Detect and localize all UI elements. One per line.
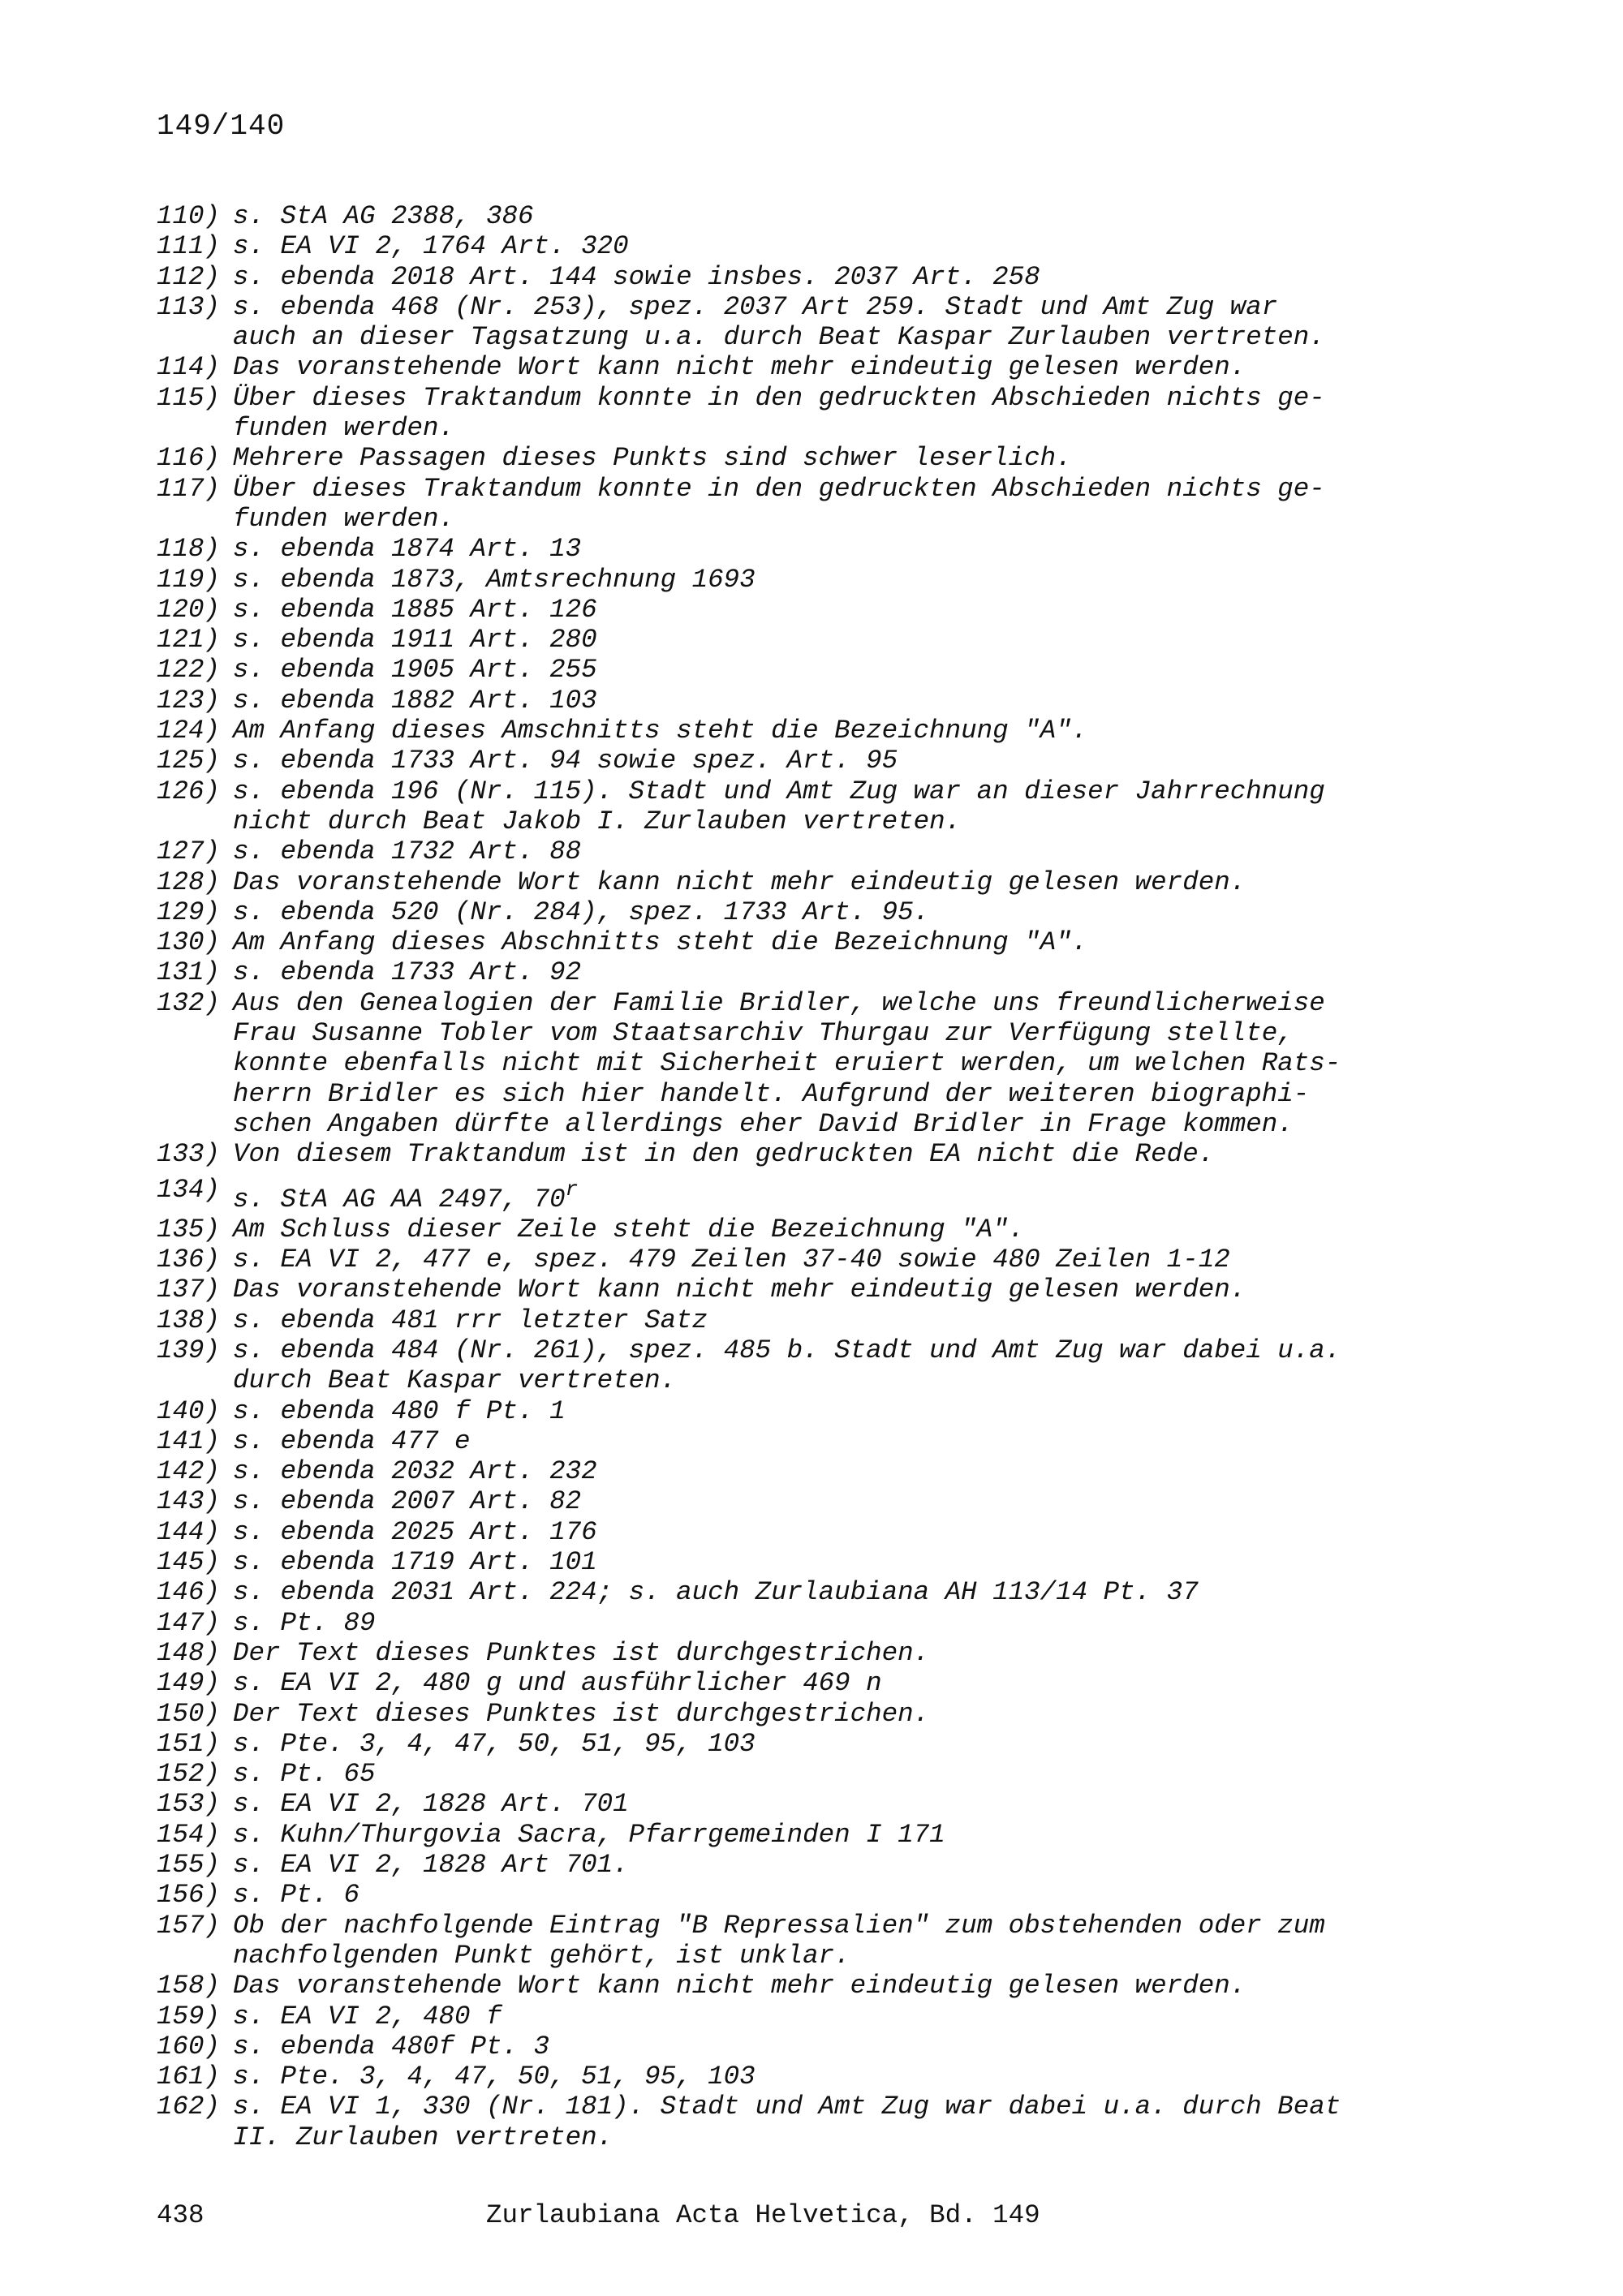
footnote (157, 1577, 1423, 1607)
footnote (157, 625, 1423, 655)
footnote-number: 147) (157, 1607, 221, 1638)
footnote-line (233, 1486, 1423, 1516)
footnote-line (233, 201, 1423, 231)
footnote-text (233, 2092, 1423, 2152)
footnote-number: 115) (157, 382, 221, 413)
footnote-number: 160) (157, 2031, 221, 2062)
footnote-text (233, 1577, 1423, 1607)
footnote-line-text: funden werden. (233, 503, 455, 534)
series-title: Zurlaubiana Acta Helvetica, Bd. 149 (486, 2200, 1040, 2230)
footnote-line (233, 1305, 1423, 1335)
footnote-line-text: s. EA VI 2, 1828 Art 701. (233, 1850, 629, 1881)
footnote-line-text: s. EA VI 1, 330 (Nr. 181). Stadt und Amt Zug war dabei u.a. durch Beat (233, 2092, 1341, 2122)
footnote-line (233, 1638, 1423, 1668)
footnote-text (233, 1850, 1423, 1880)
footnote (157, 262, 1423, 292)
footnote-number: 119) (157, 564, 221, 595)
footnote (157, 836, 1423, 866)
footnote-text (233, 1215, 1423, 1245)
footnote-line-text: s. ebenda 1873, Amtsrechnung 1693 (233, 564, 756, 595)
footnote-line (233, 352, 1423, 382)
footnote (157, 716, 1423, 746)
footnote-line (233, 1820, 1423, 1850)
footnote-number: 144) (157, 1516, 221, 1547)
footnote (157, 2032, 1423, 2062)
footnote-text (233, 1668, 1423, 1698)
footnote-number: 130) (157, 927, 221, 958)
footnote-line-text: nachfolgenden Punkt gehört, ist unklar. (233, 1940, 850, 1971)
footnote-line-text: s. Pt. 89 (233, 1607, 376, 1638)
footnote (157, 1880, 1423, 1910)
footnote-number: 142) (157, 1456, 221, 1487)
footnote-line-text: konnte ebenfalls nicht mit Sicherheit eruiert werden, um welchen Rats- (233, 1048, 1341, 1079)
footnote-line (233, 957, 1423, 987)
footnote-number: 131) (157, 957, 221, 988)
footnote-line (233, 1759, 1423, 1789)
footnote-text (233, 1517, 1423, 1547)
footnote-text (233, 595, 1423, 625)
footnote-line-text: s. Pt. 6 (233, 1880, 360, 1911)
footnote-line-text: s. ebenda 1911 Art. 280 (233, 625, 597, 656)
footnote-line-text: s. ebenda 481 rrr letzter Satz (233, 1305, 708, 1335)
footnote-line (233, 836, 1423, 866)
footnote-line-text: s. ebenda 1874 Art. 13 (233, 534, 582, 565)
footnote-line (233, 1608, 1423, 1638)
footnote-line-text: s. ebenda 2007 Art. 82 (233, 1486, 582, 1517)
footnote-line (233, 1547, 1423, 1577)
footnote-text (233, 746, 1423, 776)
footnote (157, 1820, 1423, 1850)
footnote-text (233, 443, 1423, 473)
footnote-line-text: s. ebenda 477 e (233, 1425, 471, 1456)
footnote-line-text: s. StA AG 2388, 386 (233, 201, 534, 231)
footnote-number: 151) (157, 1728, 221, 1759)
footnote (157, 443, 1423, 473)
footnote-line (233, 413, 1423, 443)
footnote (157, 1608, 1423, 1638)
footnote (157, 686, 1423, 716)
footnote (157, 1638, 1423, 1668)
footnote-line (233, 474, 1423, 504)
footnote-line-text: s. ebenda 1885 Art. 126 (233, 594, 597, 625)
footnote-number: 143) (157, 1486, 221, 1517)
footnote-line-text: s. ebenda 468 (Nr. 253), spez. 2037 Art 259. Stadt und Amt Zug war (233, 291, 1278, 322)
footnote-text (233, 231, 1423, 261)
footnote-line-text: s. ebenda 1732 Art. 88 (233, 836, 582, 867)
footnote (157, 1850, 1423, 1880)
footnote-text (233, 1305, 1423, 1335)
footnote-line (233, 322, 1423, 352)
footnote-line (233, 292, 1423, 322)
footnote-number: 135) (157, 1214, 221, 1245)
footnote-text (233, 1729, 1423, 1759)
footnote-line-text: herrn Bridler es sich hier handelt. Aufgrund der weiteren biographi- (233, 1078, 1310, 1109)
footnote-line-text: Am Anfang dieses Abschnitts steht die Bezeichnung "A". (233, 927, 1088, 958)
footnote-line-text: s. Kuhn/Thurgovia Sacra, Pfarrgemeinden I 171 (233, 1819, 945, 1850)
footnote-line (233, 1456, 1423, 1486)
footnote-line (233, 867, 1423, 897)
footnote-line (233, 1215, 1423, 1245)
footnote (157, 2062, 1423, 2092)
footnote-text (233, 686, 1423, 716)
footnote-line (233, 625, 1423, 655)
footnote-number: 155) (157, 1850, 221, 1881)
footnote-line-text: II. Zurlauben vertreten. (233, 2122, 613, 2152)
footnote-text (233, 2001, 1423, 2032)
footnote-text (233, 1139, 1423, 1169)
footnote-number: 116) (157, 443, 221, 474)
footnote (157, 1139, 1423, 1169)
footnote-number: 110) (157, 201, 221, 231)
footnote-text (233, 1486, 1423, 1516)
footnote-line-text: durch Beat Kaspar vertreten. (233, 1365, 677, 1396)
footnote-line-text: s. StA AG AA 2497, 70 (233, 1184, 566, 1215)
footnote-number: 152) (157, 1759, 221, 1790)
footnote-number: 129) (157, 896, 221, 927)
footnote-line (233, 1577, 1423, 1607)
footnote-line-text: s. EA VI 2, 1764 Art. 320 (233, 231, 629, 262)
footnote-number: 127) (157, 836, 221, 867)
footnote (157, 2092, 1423, 2152)
superscript: r (565, 1176, 579, 1202)
footnote-line-text: auch an dieser Tagsatzung u.a. durch Beat Kaspar Zurlauben vertreten. (233, 322, 1325, 353)
footnote-line (233, 1079, 1423, 1109)
footnote-line (233, 1109, 1423, 1139)
footnote-number: 125) (157, 746, 221, 776)
footnote (157, 867, 1423, 897)
footnote-line (233, 1396, 1423, 1426)
footnote-line-text: s. ebenda 2025 Art. 176 (233, 1516, 597, 1547)
footnote-number: 148) (157, 1637, 221, 1668)
footnote-text (233, 655, 1423, 685)
footnote-line (233, 2092, 1423, 2122)
footnote (157, 565, 1423, 595)
footnote-number: 128) (157, 866, 221, 897)
footnote (157, 927, 1423, 957)
footnote-number: 121) (157, 625, 221, 656)
footnote-line (233, 1365, 1423, 1395)
footnote-text (233, 1638, 1423, 1668)
footnote-number: 139) (157, 1335, 221, 1365)
footnote (157, 746, 1423, 776)
footnote-number: 146) (157, 1577, 221, 1608)
footnote-line (233, 504, 1423, 534)
footnote-number: 120) (157, 594, 221, 625)
footnote-line (233, 1335, 1423, 1365)
footnote-line (233, 1699, 1423, 1729)
footnote-line (233, 2122, 1423, 2152)
footnote-line (233, 565, 1423, 595)
footnote-number: 133) (157, 1139, 221, 1170)
footnote-number: 149) (157, 1668, 221, 1699)
footnote-line (233, 1018, 1423, 1048)
footnote (157, 1517, 1423, 1547)
footnote-number: 134) (157, 1174, 221, 1205)
footnote (157, 1699, 1423, 1729)
footnote-number: 113) (157, 291, 221, 322)
footnote-text (233, 776, 1423, 837)
footnote-number: 154) (157, 1819, 221, 1850)
footnote-line (233, 927, 1423, 957)
footnote-line (233, 1668, 1423, 1698)
footnote-text (233, 2062, 1423, 2092)
footnote-line (233, 776, 1423, 806)
footnote-text (233, 383, 1423, 444)
footnote-line (233, 1971, 1423, 2001)
footnote-text (233, 1911, 1423, 1971)
footnote-number: 112) (157, 261, 221, 292)
footnote-text (233, 867, 1423, 897)
footnote-line (233, 1789, 1423, 1819)
footnote-line (233, 534, 1423, 564)
footnote-line-text: Über dieses Traktandum konnte in den gedruckten Abschieden nichts ge- (233, 473, 1325, 504)
footnote-number: 114) (157, 352, 221, 383)
footnote (157, 1911, 1423, 1971)
footnote-text (233, 2032, 1423, 2062)
footnote (157, 1456, 1423, 1486)
footnote (157, 655, 1423, 685)
footnote (157, 1215, 1423, 1245)
footnote-number: 162) (157, 2092, 221, 2122)
footnote-line (233, 1850, 1423, 1880)
footnote-number: 136) (157, 1245, 221, 1275)
footnote-line-text: Der Text dieses Punktes ist durchgestrichen. (233, 1698, 930, 1729)
footnote-line (233, 1175, 1423, 1215)
footnote-line (233, 686, 1423, 716)
footnote-text (233, 988, 1423, 1139)
footnote-text (233, 1456, 1423, 1486)
footnote (157, 776, 1423, 837)
footnote-number: 123) (157, 685, 221, 716)
footnote-line-text: Über dieses Traktandum konnte in den gedruckten Abschieden nichts ge- (233, 382, 1325, 413)
footnote-line-text: Am Anfang dieses Amschnitts steht die Bezeichnung "A". (233, 716, 1088, 746)
footnote-text (233, 534, 1423, 564)
footnote-text (233, 1880, 1423, 1910)
footnote (157, 534, 1423, 564)
footnote-number: 140) (157, 1395, 221, 1426)
footnote-line-text: Der Text dieses Punktes ist durchgestrichen. (233, 1637, 930, 1668)
footnote-line-text: Aus den Genealogien der Familie Bridler, welche uns freundlicherweise (233, 987, 1325, 1018)
footnote-text (233, 1175, 1423, 1215)
footnote-line-text: schen Angaben dürfte allerdings eher David Bridler in Frage kommen. (233, 1108, 1294, 1139)
footnote-line-text: Von diesem Traktandum ist in den gedruckten EA nicht die Rede. (233, 1139, 1215, 1170)
footnote-text (233, 1275, 1423, 1305)
footnote-line-text: s. EA VI 2, 477 e, spez. 479 Zeilen 37-40 sowie 480 Zeilen 1-12 (233, 1245, 1230, 1275)
footnote-number: 122) (157, 655, 221, 686)
footnote-number: 137) (157, 1275, 221, 1305)
footnote-line-text: Das voranstehende Wort kann nicht mehr eindeutig gelesen werden. (233, 866, 1246, 897)
footnote-text (233, 927, 1423, 957)
footnotes-list (157, 201, 1423, 2152)
footnote-line-text: funden werden. (233, 413, 455, 444)
footnote (157, 1335, 1423, 1396)
footnote-line-text: Das voranstehende Wort kann nicht mehr eindeutig gelesen werden. (233, 352, 1246, 383)
footnote-number: 138) (157, 1305, 221, 1335)
footnote (157, 595, 1423, 625)
footnote-number: 132) (157, 987, 221, 1018)
footnote-number: 141) (157, 1425, 221, 1456)
footnote (157, 1486, 1423, 1516)
footnote-line-text: s. ebenda 484 (Nr. 261), spez. 485 b. Stadt und Amt Zug war dabei u.a. (233, 1335, 1341, 1365)
footnote (157, 383, 1423, 444)
footnote-line-text: Das voranstehende Wort kann nicht mehr eindeutig gelesen werden. (233, 1971, 1246, 2001)
footnote-line (233, 443, 1423, 473)
footnote-text (233, 201, 1423, 231)
footnote-text (233, 1245, 1423, 1275)
footnote-line (233, 1880, 1423, 1910)
footnote-text (233, 1396, 1423, 1426)
footnote-line (233, 1729, 1423, 1759)
footnote (157, 897, 1423, 927)
footnote-line-text: s. ebenda 480 f Pt. 1 (233, 1395, 566, 1426)
footnote-line (233, 595, 1423, 625)
footnote (157, 1175, 1423, 1215)
footnote-text (233, 625, 1423, 655)
footnote-number: 126) (157, 776, 221, 806)
footnote-text (233, 1789, 1423, 1819)
footnote-number: 117) (157, 473, 221, 504)
footnote (157, 1971, 1423, 2001)
footnote-text (233, 1547, 1423, 1577)
footnote (157, 292, 1423, 353)
footnote-line (233, 1275, 1423, 1305)
footnote-line-text: s. ebenda 1733 Art. 94 sowie spez. Art. 95 (233, 746, 898, 776)
footnote-line-text: Frau Susanne Tobler vom Staatsarchiv Thurgau zur Verfügung stellte, (233, 1018, 1294, 1049)
footnote-number: 111) (157, 231, 221, 262)
footnote-line (233, 262, 1423, 292)
footnote-text (233, 262, 1423, 292)
footnote-text (233, 836, 1423, 866)
footnote-number: 153) (157, 1789, 221, 1820)
footnote (157, 1729, 1423, 1759)
footnote-line-text: s. ebenda 1733 Art. 92 (233, 957, 582, 988)
footnote-number: 159) (157, 2001, 221, 2032)
footnote-line-text: s. ebenda 2032 Art. 232 (233, 1456, 597, 1487)
footnote (157, 988, 1423, 1139)
footnote-number: 157) (157, 1910, 221, 1941)
footnote (157, 1245, 1423, 1275)
footnote-number: 124) (157, 716, 221, 746)
footnote (157, 2001, 1423, 2032)
footnote-line-text: Das voranstehende Wort kann nicht mehr eindeutig gelesen werden. (233, 1275, 1246, 1305)
footnote (157, 1275, 1423, 1305)
footnote-line (233, 746, 1423, 776)
footnote-text (233, 897, 1423, 927)
footnote (157, 1668, 1423, 1698)
footnote (157, 1305, 1423, 1335)
footnote-line (233, 806, 1423, 836)
footnote-text (233, 565, 1423, 595)
footnote-line-text: s. ebenda 480f Pt. 3 (233, 2031, 550, 2062)
footnote-line-text: s. EA VI 2, 480 g und ausführlicher 469 n (233, 1668, 882, 1699)
footnote-text (233, 1759, 1423, 1789)
footnote-line (233, 2062, 1423, 2092)
footnote (157, 1396, 1423, 1426)
footnote (157, 1789, 1423, 1819)
footnote-line-text: Mehrere Passagen dieses Punkts sind schwer leserlich. (233, 443, 1072, 474)
footnote-line (233, 716, 1423, 746)
footnote-line (233, 2001, 1423, 2032)
footnote-line-text: s. ebenda 196 (Nr. 115). Stadt und Amt Zug war an dieser Jahrrechnung (233, 776, 1325, 806)
footnote-line-text: s. ebenda 2031 Art. 224; s. auch Zurlaubiana AH 113/14 Pt. 37 (233, 1577, 1199, 1608)
footnote-text (233, 1971, 1423, 2001)
page-number: 438 (157, 2200, 204, 2230)
footnote-number: 158) (157, 1971, 221, 2001)
footnote-line-text: s. EA VI 2, 1828 Art. 701 (233, 1789, 629, 1820)
footnote-line (233, 1426, 1423, 1456)
footnote-text (233, 716, 1423, 746)
footnote (157, 1547, 1423, 1577)
footnote-line-text: s. ebenda 2018 Art. 144 sowie insbes. 2037 Art. 258 (233, 261, 1040, 292)
footnote-text (233, 292, 1423, 353)
footnote-text (233, 474, 1423, 535)
footnote-line-text: s. ebenda 1882 Art. 103 (233, 685, 597, 716)
footnote-number: 145) (157, 1547, 221, 1578)
footnote-line (233, 1517, 1423, 1547)
footnote-text (233, 352, 1423, 382)
footnote-line (233, 1941, 1423, 1971)
footnote-line-text: s. ebenda 1719 Art. 101 (233, 1547, 597, 1578)
footnote-text (233, 957, 1423, 987)
footnote-line (233, 1245, 1423, 1275)
footnote (157, 474, 1423, 535)
footnote (157, 201, 1423, 231)
footnote (157, 1426, 1423, 1456)
footnote-line-text: s. Pte. 3, 4, 47, 50, 51, 95, 103 (233, 1728, 756, 1759)
footnote-line-text: s. Pt. 65 (233, 1759, 376, 1790)
footnote-line (233, 1911, 1423, 1941)
footnote-line (233, 231, 1423, 261)
footnote (157, 352, 1423, 382)
footnote (157, 1759, 1423, 1789)
footnote (157, 231, 1423, 261)
footnote-line (233, 897, 1423, 927)
footnote-text (233, 1699, 1423, 1729)
footnote-line (233, 1139, 1423, 1169)
footnote-line (233, 2032, 1423, 2062)
footnote-line (233, 1048, 1423, 1078)
footnote-line-text: nicht durch Beat Jakob I. Zurlauben vertreten. (233, 806, 962, 836)
footnote-text (233, 1608, 1423, 1638)
footnote-text (233, 1335, 1423, 1396)
footnote-number: 150) (157, 1698, 221, 1729)
footnote-text (233, 1820, 1423, 1850)
footnote-number: 156) (157, 1880, 221, 1911)
page-header-reference: 149/140 (157, 110, 286, 143)
footnote-line-text: Ob der nachfolgende Eintrag "B Repressalien" zum obstehenden oder zum (233, 1910, 1325, 1941)
footnote-line-text: s. EA VI 2, 480 f (233, 2001, 502, 2032)
footnote-number: 161) (157, 2062, 221, 2092)
footnote-line-text: Am Schluss dieser Zeile steht die Bezeichnung "A". (233, 1214, 1025, 1245)
footnote-number: 118) (157, 534, 221, 565)
footnote-text (233, 1426, 1423, 1456)
footnote-line (233, 988, 1423, 1018)
footnote-line (233, 655, 1423, 685)
footnote-line-text: s. ebenda 520 (Nr. 284), spez. 1733 Art. 95. (233, 896, 930, 927)
footnote-line-text: s. ebenda 1905 Art. 255 (233, 655, 597, 686)
footnote-line (233, 383, 1423, 413)
footnote (157, 957, 1423, 987)
footnote-line-text: s. Pte. 3, 4, 47, 50, 51, 95, 103 (233, 2062, 756, 2092)
